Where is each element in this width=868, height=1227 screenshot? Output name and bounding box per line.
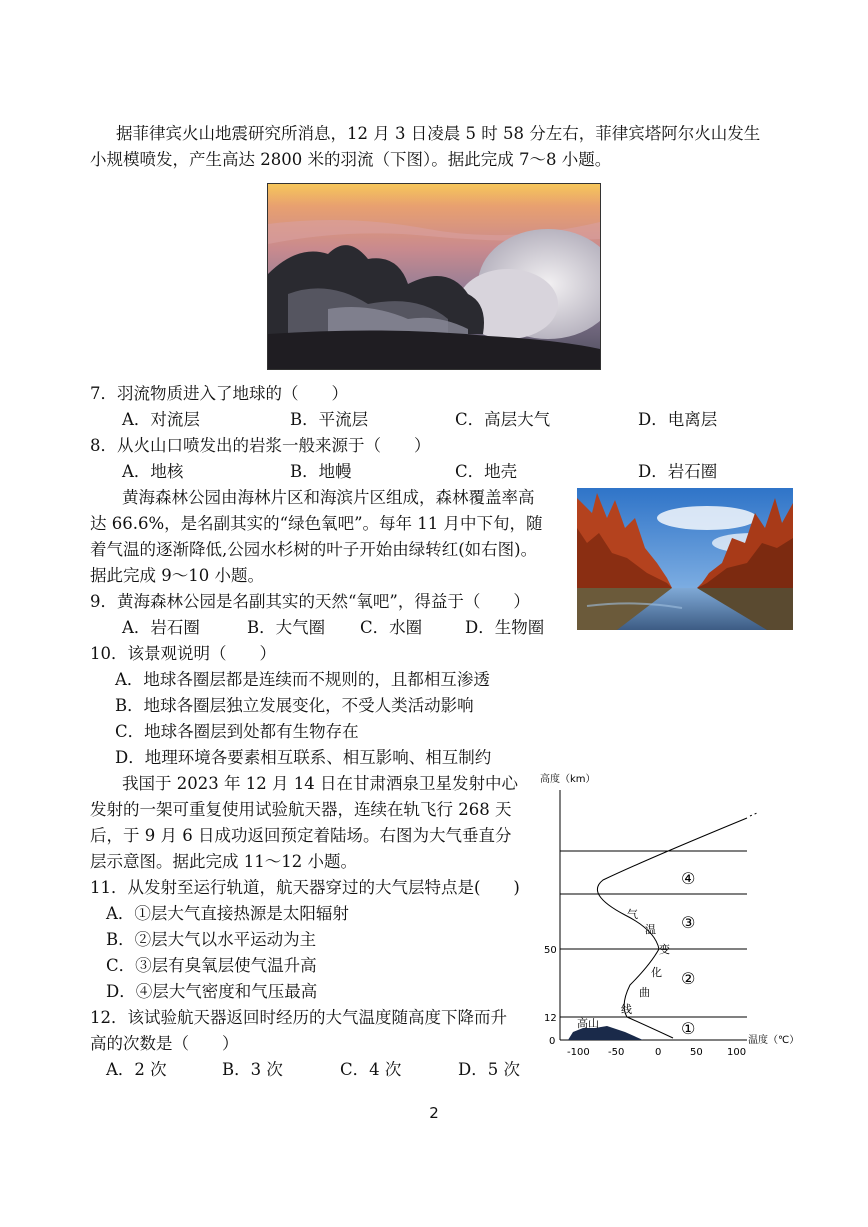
layer-label-3: ③ bbox=[681, 913, 696, 932]
intro3-line4: 层示意图。据此完成 11～12 小题。 bbox=[90, 852, 357, 871]
curve-label-char-6: 线 bbox=[621, 1003, 632, 1016]
q7-option-c: C．高层大气 bbox=[455, 410, 551, 429]
q9-stem: 9．黄海森林公园是名副其实的天然“氧吧”，得益于（ ） bbox=[90, 592, 530, 611]
q10-stem: 10．该景观说明（ ） bbox=[90, 644, 276, 663]
curve-label-char-4: 化 bbox=[651, 966, 662, 979]
q12-option-a: A．2 次 bbox=[106, 1060, 167, 1079]
intro3-line3: 后，于 9 月 6 日成功返回预定着陆场。右图为大气垂直分 bbox=[90, 826, 512, 845]
intro1-line2: 小规模喷发，产生高达 2800 米的羽流（下图）。据此完成 7～8 小题。 bbox=[90, 150, 612, 169]
x-axis-label: 温度（℃） bbox=[748, 1035, 800, 1046]
q9-option-a: A．岩石圈 bbox=[122, 618, 200, 637]
q10-option-c: C．地球各圈层到处都有生物存在 bbox=[115, 722, 359, 741]
q7-stem: 7．羽流物质进入了地球的（ ） bbox=[90, 384, 348, 403]
q7-option-d: D．电离层 bbox=[638, 410, 718, 429]
intro2-line4: 据此完成 9～10 小题。 bbox=[90, 566, 264, 585]
intro3-line1: 我国于 2023 年 12 月 14 日在甘肃酒泉卫星发射中心 bbox=[122, 774, 518, 793]
layer-label-4: ④ bbox=[681, 869, 696, 888]
curve-label-char-5: 曲 bbox=[639, 986, 650, 999]
mountain-label: 高山 bbox=[577, 1017, 599, 1030]
q10-option-a: A．地球各圈层都是连续而不规则的，且都相互渗透 bbox=[115, 670, 490, 689]
curve-label-char-2: 温 bbox=[645, 923, 656, 936]
curve-continuation bbox=[750, 813, 757, 816]
q8-option-a: A．地核 bbox=[122, 462, 184, 481]
q12-stem-line1: 12．该试验航天器返回时经历的大气温度随高度下降而升 bbox=[90, 1008, 507, 1027]
x-tick-m50: -50 bbox=[608, 1047, 625, 1058]
y-tick-0: 0 bbox=[549, 1036, 556, 1047]
y-tick-12: 12 bbox=[544, 1013, 557, 1024]
q8-option-d: D．岩石圈 bbox=[638, 462, 718, 481]
volcano-photo bbox=[267, 183, 601, 370]
q12-stem-line2: 高的次数是（ ） bbox=[90, 1034, 239, 1053]
q11-stem: 11．从发射至运行轨道，航天器穿过的大气层特点是( ) bbox=[90, 878, 520, 897]
y-axis-label: 高度（km） bbox=[540, 774, 596, 785]
intro1-line1: 据菲律宾火山地震研究所消息，12 月 3 日凌晨 5 时 58 分左右，菲律宾塔阿尔火山发生 bbox=[116, 124, 761, 143]
forest-photo bbox=[577, 488, 793, 630]
q8-stem: 8．从火山口喷发出的岩浆一般来源于（ ） bbox=[90, 436, 431, 455]
q12-option-d: D．5 次 bbox=[458, 1060, 520, 1079]
q9-option-b: B．大气圈 bbox=[247, 618, 326, 637]
q9-option-c: C．水圈 bbox=[360, 618, 423, 637]
x-tick-m100: -100 bbox=[567, 1047, 590, 1058]
intro2-line2: 达 66.6%，是名副其实的“绿色氧吧”。每年 11 月中下旬，随 bbox=[90, 514, 543, 533]
q12-option-b: B．3 次 bbox=[222, 1060, 283, 1079]
x-tick-0: 0 bbox=[655, 1047, 662, 1058]
q11-option-b: B．②层大气以水平运动为主 bbox=[106, 930, 317, 949]
q11-option-d: D．④层大气密度和气压最高 bbox=[106, 982, 318, 1001]
q7-option-a: A．对流层 bbox=[122, 410, 200, 429]
page-number: 2 bbox=[429, 1104, 439, 1122]
atmosphere-layer-diagram bbox=[535, 770, 805, 1060]
intro2-line1: 黄海森林公园由海林片区和海滨片区组成，森林覆盖率高 bbox=[122, 488, 535, 507]
q8-option-b: B．地幔 bbox=[290, 462, 352, 481]
q9-option-d: D．生物圈 bbox=[465, 618, 545, 637]
q7-option-b: B．平流层 bbox=[290, 410, 369, 429]
x-tick-50: 50 bbox=[690, 1047, 703, 1058]
intro3-line2: 发射的一架可重复使用试验航天器，连续在轨飞行 268 天 bbox=[90, 800, 512, 819]
y-tick-50: 50 bbox=[544, 945, 557, 956]
q11-option-a: A．①层大气直接热源是太阳辐射 bbox=[106, 904, 349, 923]
layer-label-1: ① bbox=[681, 1019, 696, 1038]
curve-label-char-1: 气 bbox=[627, 908, 638, 921]
intro2-line3: 着气温的逐渐降低,公园水杉树的叶子开始由绿转红(如右图)。 bbox=[90, 540, 538, 559]
x-tick-100: 100 bbox=[727, 1047, 747, 1058]
q10-option-d: D．地理环境各要素相互联系、相互影响、相互制约 bbox=[115, 748, 492, 767]
q10-option-b: B．地球各圈层独立发展变化，不受人类活动影响 bbox=[115, 696, 474, 715]
q11-option-c: C．③层有臭氧层使气温升高 bbox=[106, 956, 317, 975]
q12-option-c: C．4 次 bbox=[340, 1060, 402, 1079]
curve-label-char-3: 变 bbox=[659, 943, 670, 956]
q8-option-c: C．地壳 bbox=[455, 462, 518, 481]
layer-label-2: ② bbox=[681, 969, 696, 988]
